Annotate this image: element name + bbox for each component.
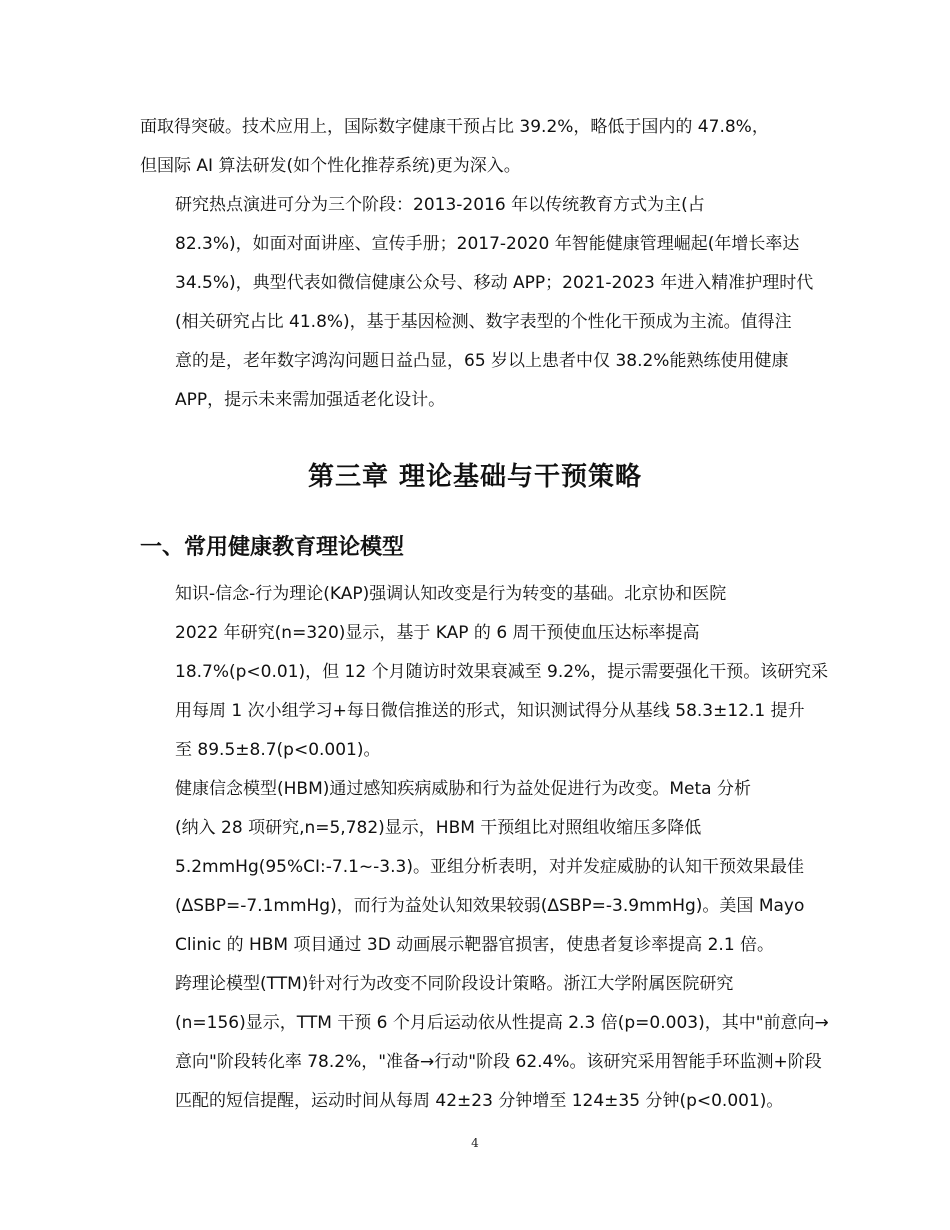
- text-line: (相关研究占比 41.8%)，基于基因检测、数字表型的个性化干预成为主流。值得注: [175, 312, 792, 332]
- page-number: 4: [471, 1136, 479, 1150]
- text-line: 用每周 1 次小组学习+每日微信推送的形式，知识测试得分从基线 58.3±12.1 提升: [175, 701, 805, 721]
- section-title: 一、常用健康教育理论模型: [140, 535, 405, 560]
- text-line: 18.7%(p<0.01)，但 12 个月随访时效果衰减至 9.2%，提示需要强化干预。该研究采: [175, 662, 829, 682]
- text-line: 但国际 AI 算法研发(如个性化推荐系统)更为深入。: [140, 156, 521, 176]
- text-line: (n=156)显示，TTM 干预 6 个月后运动依从性提高 2.3 倍(p=0.003)，其中"前意向→: [175, 1013, 829, 1033]
- text-line: 意向"阶段转化率 78.2%，"准备→行动"阶段 62.4%。该研究采用智能手环监测+阶段: [175, 1052, 822, 1072]
- text-line: 至 89.5±8.7(p<0.001)。: [175, 740, 381, 760]
- text-line: (纳入 28 项研究,n=5,782)显示，HBM 干预组比对照组收缩压多降低: [175, 818, 702, 838]
- paragraph-research-hotspots: [140, 186, 812, 420]
- text-line: 面取得突破。技术应用上，国际数字健康干预占比 39.2%，略低于国内的 47.8%，: [140, 117, 769, 137]
- text-line: 研究热点演进可分为三个阶段：2013-2016 年以传统教育方式为主(占: [175, 195, 705, 215]
- text-line: 5.2mmHg(95%CI:-7.1~-3.3)。亚组分析表明，对并发症威胁的认知干预效果最佳: [175, 857, 804, 877]
- chapter-title: 第三章 理论基础与干预策略: [307, 462, 643, 492]
- text-line: Clinic 的 HBM 项目通过 3D 动画展示靶器官损害，使患者复诊率提高 2.1 倍。: [175, 935, 775, 955]
- paragraph-kap: [140, 575, 829, 770]
- paragraph-hbm: [140, 770, 820, 965]
- paragraph-intro-continuation: [140, 108, 812, 186]
- text-line: 知识-信念-行为理论(KAP)强调认知改变是行为转变的基础。北京协和医院: [175, 584, 727, 604]
- text-line: APP，提示未来需加强适老化设计。: [175, 390, 446, 410]
- text-line: 82.3%)，如面对面讲座、宣传手册；2017-2020 年智能健康管理崛起(年增长率达: [175, 234, 800, 254]
- text-line: 匹配的短信提醒，运动时间从每周 42±23 分钟增至 124±35 分钟(p<0.001)。: [175, 1091, 784, 1111]
- text-line: 健康信念模型(HBM)通过感知疾病威胁和行为益处促进行为改变。Meta 分析: [175, 779, 751, 799]
- text-line: 2022 年研究(n=320)显示，基于 KAP 的 6 周干预使血压达标率提高: [175, 623, 700, 643]
- text-line: 34.5%)，典型代表如微信健康公众号、移动 APP；2021-2023 年进入精准护理时代: [175, 273, 814, 293]
- intro-block: [140, 108, 812, 420]
- section-body: [140, 575, 829, 1121]
- text-line: (ΔSBP=-7.1mmHg)，而行为益处认知效果较弱(ΔSBP=-3.9mmHg)。美国 Mayo: [175, 896, 805, 916]
- text-line: 意的是，老年数字鸿沟问题日益凸显，65 岁以上患者中仅 38.2%能熟练使用健康: [175, 351, 789, 371]
- paragraph-ttm: [140, 965, 829, 1121]
- text-line: 跨理论模型(TTM)针对行为改变不同阶段设计策略。浙江大学附属医院研究: [175, 974, 734, 994]
